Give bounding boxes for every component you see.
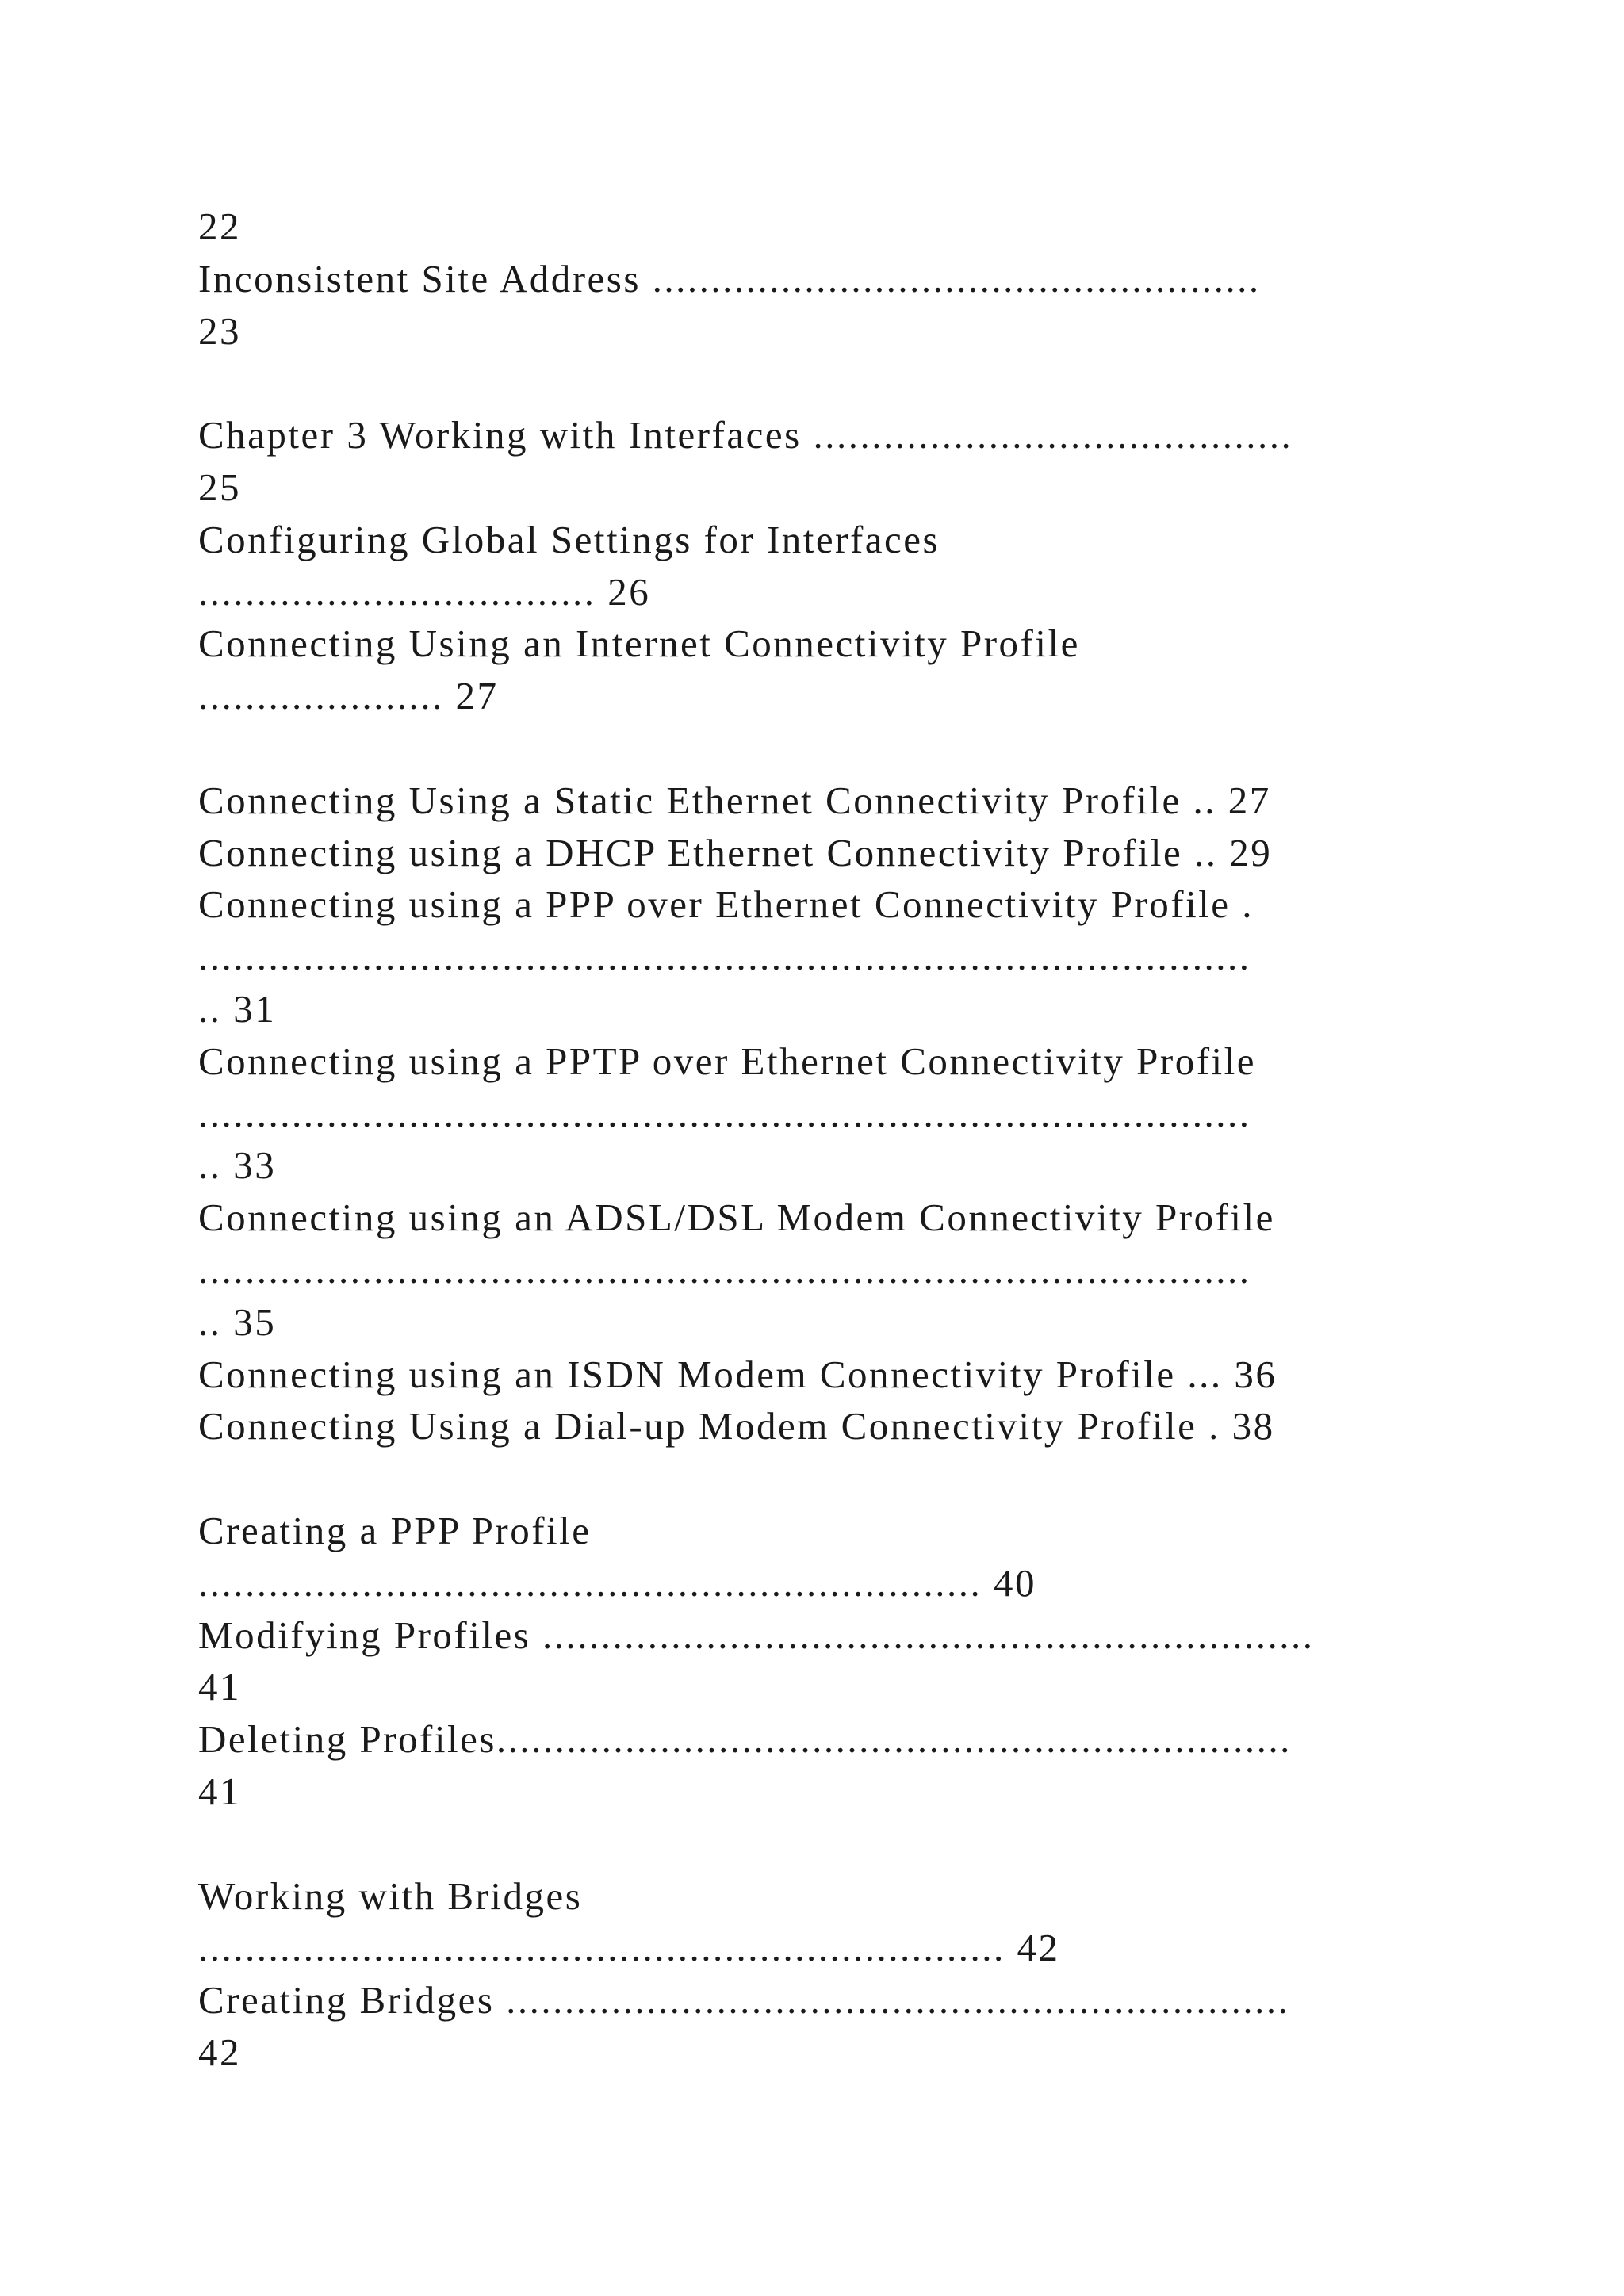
- toc-entry-line: ..........................................................................................: [198, 1247, 1251, 1292]
- toc-entry-line: Configuring Global Settings for Interfaces: [198, 517, 940, 561]
- toc-entry-line: Creating a PPP Profile: [198, 1508, 592, 1552]
- toc-entry-line: Connecting using an ISDN Modem Connectivity Profile ... 36: [198, 1352, 1277, 1396]
- toc-entry-line: ..................................................................... 42: [198, 1926, 1060, 1970]
- toc-entry-line: Connecting using a PPTP over Ethernet Connectivity Profile: [198, 1039, 1256, 1083]
- toc-entry-line: Connecting using a DHCP Ethernet Connectivity Profile .. 29: [198, 830, 1273, 874]
- toc-entry-line: 41: [198, 1769, 241, 1813]
- toc-entry-line: .. 33: [198, 1143, 277, 1188]
- toc-entry-line: 25: [198, 465, 241, 509]
- toc-entry-line: .. 35: [198, 1299, 277, 1344]
- toc-entry-line: Connecting Using an Internet Connectivity Profile: [198, 622, 1080, 666]
- blank-line: [198, 357, 1546, 409]
- toc-entry-line: Connecting Using a Dial-up Modem Connectivity Profile . 38: [198, 1404, 1275, 1448]
- toc-page: [198, 201, 1546, 2079]
- toc-entry-line: .. 31: [198, 986, 277, 1031]
- toc-entry-line: Inconsistent Site Address ....................................................: [198, 256, 1261, 300]
- toc-entry-line: Connecting using a PPP over Ethernet Connectivity Profile .: [198, 882, 1254, 927]
- blank-line: [198, 1818, 1546, 1870]
- toc-entry-line: Working with Bridges: [198, 1873, 583, 1918]
- toc-entry-line: .................................. 26: [198, 569, 651, 614]
- toc-entry-line: Connecting Using a Static Ethernet Connectivity Profile .. 27: [198, 778, 1271, 822]
- toc-entry-line: Deleting Profiles....................................................................: [198, 1717, 1292, 1762]
- toc-entry-line: 42: [198, 2030, 241, 2074]
- blank-line: [198, 722, 1546, 775]
- blank-line: [198, 1452, 1546, 1505]
- toc-entry-line: Modifying Profiles ..................................................................: [198, 1613, 1315, 1657]
- toc-entry-line: Chapter 3 Working with Interfaces .........................................: [198, 413, 1293, 457]
- toc-entry-line: Creating Bridges ...................................................................: [198, 1978, 1290, 2022]
- toc-entry-line: ................................................................... 40: [198, 1560, 1036, 1605]
- toc-entry-line: 23: [198, 308, 241, 353]
- toc-entry-line: ..................... 27: [198, 674, 499, 718]
- toc-entry-line: ..........................................................................................: [198, 1091, 1251, 1135]
- toc-entry-line: 22: [198, 205, 241, 248]
- toc-entry-line: 41: [198, 1665, 241, 1709]
- toc-entry-line: Connecting using an ADSL/DSL Modem Connectivity Profile: [198, 1196, 1275, 1240]
- toc-entry-line: ..........................................................................................: [198, 935, 1251, 979]
